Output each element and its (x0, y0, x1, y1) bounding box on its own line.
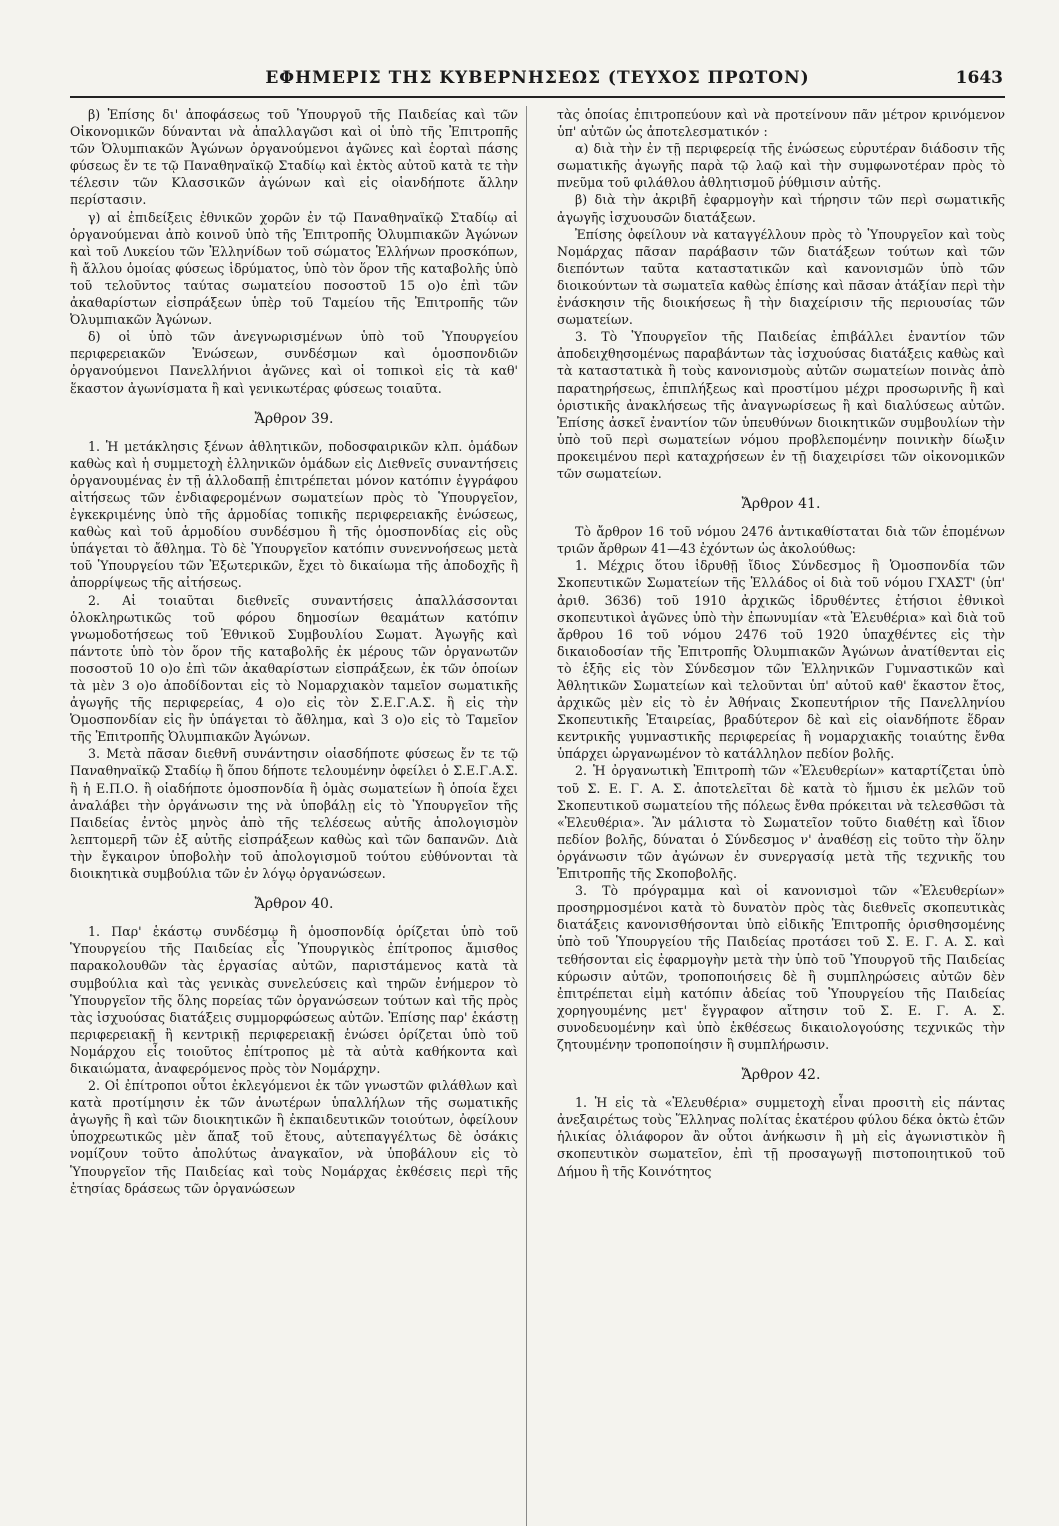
article-41-para-1: 1. Μέχρις ὅτου ἱδρυθῇ ἴδιος Σύνδεσμος ἢ Ὁμοσπονδία τῶν Σκοπευτικῶν Σωματείων τῆς Ἑλλάδος οἱ διὰ τοῦ νόμου ΓΧΑΣΤ' (ὑπ' ἀριθ. 3636) τοῦ 1910 ἀρχικῶς ἱδρυθέντες ἐτήσιοι ἐθνικοὶ σκοπευτικοὶ ἀγῶνες ὑπὸ τὴν ἐπωνυμίαν «τὰ Ἐλευθέρια» καὶ διὰ τοῦ ἄρθρου 16 τοῦ νόμου 2476 τοῦ 1920 ὑπαχθέντες εἰς τὴν δικαιοδοσίαν τῆς Ἐπιτροπῆς Ὀλυμπιακῶν Ἀγώνων ἀνατίθενται εἰς τὸ ἑξῆς εἰς τὸν Σύνδεσμον τῶν Ἑλληνικῶν Γυμναστικῶν καὶ Ἀθλητικῶν Σωματείων καὶ τελοῦνται ὑπ' αὐτοῦ καθ' ἕκαστον ἔτος, ἀρχικῶς μὲν εἰς τὸ ἐν Ἀθήναις Σκοπευτήριον τῆς Πανελληνίου Σκοπευτικῆς Ἑταιρείας, βραδύτερον δὲ καὶ εἰς οἱανδήποτε ἕδραν κεντρικῆς γυμναστικῆς περιφερείας ἢ νομαρχιακῆς τοιαύτης ἔνθα ὑπάρχει ὡργανωμένον τὸ κατάλληλον πεδίον βολῆς. (557, 558, 1005, 762)
article-42-heading: Ἄρθρον 42. (741, 1067, 821, 1084)
article-40-para-1: 1. Παρ' ἑκάστῳ συνδέσμῳ ἢ ὁμοσπονδίᾳ ὁρίζεται ὑπὸ τοῦ Ὑπουργείου τῆς Παιδείας εἷς Ὑπουργικὸς ἐπίτροπος ἄμισθος παρακολουθῶν τὰς ἐργασίας αὐτῶν, παριστάμενος κατὰ τὰ συμβούλια καὶ τὰς γενικὰς συνελεύσεις καὶ τηρῶν ἐνήμερον τὸ Ὑπουργεῖον τῆς ὅλης πορείας τῶν ὀργανώσεων τούτων καὶ τῆς πρὸς τὰς ἰσχυούσας διατάξεις συμμορφώσεως αὐτῶν. Ἐπίσης παρ' ἑκάστῃ περιφερειακῇ ἢ κεντρικῇ περιφερειακῇ ἑνώσει ὁρίζεται ὑπὸ τοῦ Νομάρχου εἷς τοιοῦτος ἐπίτροπος μὲ τὰ αὐτὰ καθήκοντα καὶ δικαιώματα, ἀναφερόμενος πρὸς τὸν Νομάρχην. (70, 924, 518, 1076)
gazette-title: ΕΦΗΜΕΡΙΣ ΤΗΣ ΚΥΒΕΡΝΗΣΕΩΣ (ΤΕΥΧΟΣ ΠΡΩΤΟΝ) (265, 68, 810, 88)
article-39-para-1: 1. Ἡ μετάκλησις ξένων ἀθλητικῶν, ποδοσφαιρικῶν κλπ. ὁμάδων καθὼς καὶ ἡ συμμετοχὴ ἑλληνικῶν ὁμάδων εἰς Διεθνεῖς συναντήσεις ὀργανουμένας ἐν τῇ ἀλλοδαπῇ ἐπιτρέπεται μόνον κατόπιν ἐγγράφου αἰτήσεως τῶν ἐνδιαφερομένων σωματείων πρὸς τὸ Ὑπουργεῖον, ἐγκεκριμένης ὑπὸ τῆς ἁρμοδίας τοπικῆς περιφερειακῆς ἑνώσεως, καθὼς καὶ τοῦ ἁρμοδίου συνδέσμου ἢ τῆς ὁμοσπονδίας εἰς οὓς ὑπάγεται τὸ ἄθλημα. Τὸ δὲ Ὑπουργεῖον κατόπιν συνεννοήσεως μετὰ τοῦ Ὑπουργείου τῶν Ἐξωτερικῶν, ἔχει τὸ δικαίωμα τῆς ἀποδοχῆς ἢ ἀπορρίψεως τῆς αἰτήσεως. (70, 438, 518, 591)
item-a: α) διὰ τὴν ἐν τῇ περιφερείᾳ τῆς ἑνώσεως εὐρυτέραν διάδοσιν τῆς σωματικῆς ἀγωγῆς παρὰ τῷ λαῷ καὶ τὴν συμφωνοτέραν πρὸς τὸ πνεῦμα τοῦ φιλάθλου ἀθλητισμοῦ ῥύθμισιν αὐτῆς. (557, 141, 1005, 191)
also-paragraph: Ἐπίσης ὀφείλουν νὰ καταγγέλλουν πρὸς τὸ Ὑπουργεῖον καὶ τοὺς Νομάρχας πᾶσαν παράβασιν τῶν διατάξεων τούτων καὶ τῶν διεπόντων ταῦτα καταστατικῶν καὶ κανονισμῶν ὑπὸ τῶν διοικούντων τὰ σωματεῖα καθὼς ἐπίσης καὶ πᾶσαν ἀτάξίαν περὶ τὴν ἐνάσκησιν τῆς διοικήσεως ἢ τὴν διαχείρισιν τῆς περιουσίας τῶν σωματείων. (557, 226, 1005, 328)
article-40-para-3: 3. Τὸ Ὑπουργεῖον τῆς Παιδείας ἐπιβάλλει ἐναντίον τῶν ἀποδειχθησομένως παραβάντων τὰς ἰσχυούσας διατάξεις καθὼς καὶ τὰ καταστατικὰ ἢ τοὺς κανονισμοὺς αὐτῶν σωματείων ποινὰς ἀπὸ παρατηρήσεως, ἐπιπλήξεως καὶ προστίμου μέχρι προσωρινῆς ἢ καὶ ὁριστικῆς ἀνακλήσεως τῆς ἀναγνωρίσεως ἢ καὶ διαλύσεως αὐτῶν. Ἐπίσης ἀσκεῖ ἐναντίον τῶν ὑπευθύνων διοικητικῶν συμβουλίων τὴν ὑπὸ τοῦ περὶ σωματείων νόμου προβλεπομένην ποινικὴν δίωξιν προκειμένου περὶ καταχρήσεων ἐν τῇ διαχειρίσει τῶν οἰκονομικῶν τῶν σωματείων. (557, 329, 1005, 481)
article-41-heading: Ἄρθρον 41. (741, 496, 821, 513)
column-divider (526, 106, 527, 1526)
right-column (557, 106, 1005, 1197)
paragraph-d: δ) οἱ ὑπὸ τῶν ἀνεγνωρισμένων ὑπὸ τοῦ Ὑπουργείου περιφερειακῶν Ἑνώσεων, συνδέσμων καὶ ὁμοσπονδιῶν ὀργανούμενοι Πανελλήνιοι ἀγῶνες καὶ οἱ τοπικοὶ εἰς τὰ καθ' ἕκαστον ἀγωνίσματα ἢ καὶ γενικωτέρας φύσεως τοιαῦτα. (70, 329, 518, 396)
article-39-para-3: 3. Μετὰ πᾶσαν διεθνῆ συνάντησιν οἱασδήποτε φύσεως ἔν τε τῷ Παναθηναϊκῷ Σταδίῳ ἢ ὅπου δήποτε τελουμένην ὀφείλει ὁ Σ.Ε.Γ.Α.Σ. ἢ ἡ Ε.Π.Ο. ἢ οἱαδήποτε ὁμοσπονδία ἢ ὁμὰς σωματείων ἢ ὁποία ἔχει ἀναλάβει τὴν ὀργάνωσιν της νὰ ὑποβάλῃ εἰς τὸ Ὑπουργεῖον τῆς Παιδείας ἐντὸς μηνὸς ἀπὸ τῆς τελέσεως αὐτῆς ἀπολογισμὸν λεπτομερῆ τῶν ἐξ αὐτῆς εἰσπράξεων καθὼς καὶ τῶν δαπανῶν. Διὰ τὴν ἔγκαιρον ὑποβολὴν τοῦ ἀπολογισμοῦ τούτου εὐθύνονται τὰ διοικητικὰ συμβούλια τῶν ἐν λόγῳ ὀργανώσεων. (70, 746, 518, 882)
article-40-heading: Ἄρθρον 40. (254, 896, 334, 913)
page-number: 1643 (955, 68, 1003, 88)
article-40-para-2: 2. Οἱ ἐπίτροποι οὗτοι ἐκλεγόμενοι ἐκ τῶν γνωστῶν φιλάθλων καὶ κατὰ προτίμησιν ἐκ τῶν ἀνωτέρων ὑπαλλήλων τῆς σωματικῆς ἀγωγῆς ἢ καὶ τῶν διοικητικῶν ἢ ἐκπαιδευτικῶν τοιούτων, ὀφείλουν ὑποχρεωτικῶς μὲν ἅπαξ τοῦ ἔτους, αὐτεπαγγέλτως δὲ ὁσάκις νομίζουν τοῦτο ἀπολύτως ἀναγκαῖον, νὰ ὑποβάλουν εἰς τὸ Ὑπουργεῖον τῆς Παιδείας καὶ τοὺς Νομάρχας ἐκθέσεις περὶ τῆς ἐτησίας δράσεως τῶν ὀργανώσεων (70, 1078, 518, 1196)
paragraph-c: γ) αἱ ἐπιδείξεις ἐθνικῶν χορῶν ἐν τῷ Παναθηναϊκῷ Σταδίῳ αἱ ὀργανούμεναι ἀπὸ κοινοῦ ὑπὸ τῆς Ἐπιτροπῆς Ὀλυμπιακῶν Ἀγώνων καὶ τοῦ Λυκείου τῶν Ἑλληνίδων τοῦ σώματος Ἑλλήνων προσκόπων, ἢ ἄλλου ὁμοίας φύσεως ἱδρύματος, ὑπὸ τὸν ὅρον τῆς καταβολῆς ὑπὸ τοῦ τελοῦντος ταύτας σωματείου ποσοστοῦ 15 ο)ο ἐπὶ τῶν ἀκαθαρίστων εἰσπράξεων ὑπὲρ τοῦ Ταμείου τῆς Ἐπιτροπῆς τῶν Ὀλυμπιακῶν Ἀγώνων. (70, 209, 518, 328)
article-41-para-2: 2. Ἡ ὀργανωτικὴ Ἐπιτροπὴ τῶν «Ἐλευθερίων» καταρτίζεται ὑπὸ τοῦ Σ. Ε. Γ. Α. Σ. ἀποτελεῖται δὲ κατὰ τὸ ἥμισυ ἐκ μελῶν τοῦ Σκοπευτικοῦ σωματείου τῆς πόλεως ἔνθα πρόκειται νὰ τελεσθῶσι τὰ «Ἐλευθέρια». Ἂν μάλιστα τὸ Σωματεῖον τοῦτο διαθέτῃ καὶ ἴδιον πεδίον βολῆς, δύναται ὁ Σύνδεσμος ν' ἀναθέσῃ εἰς τοῦτο τὴν ὅλην ὀργάνωσιν τῶν ἀγώνων ἐν συνεργασίᾳ μετὰ τῆς τεχνικῆς του Ἐπιτροπῆς τῆς Σκοποβολῆς. (557, 763, 1005, 882)
article-39-heading: Ἄρθρον 39. (254, 410, 334, 427)
text-columns (70, 106, 1005, 1197)
left-column (70, 106, 518, 1197)
article-41-intro: Τὸ ἄρθρον 16 τοῦ νόμου 2476 ἀντικαθίσταται διὰ τῶν ἑπομένων τριῶν ἄρθρων 41—43 ἐχόντων ὡς ἀκολούθως: (557, 524, 1005, 557)
paragraph-b: β) Ἐπίσης δι' ἀποφάσεως τοῦ Ὑπουργοῦ τῆς Παιδείας καὶ τῶν Οἰκονομικῶν δύνανται νὰ ἀπαλλαγῶσι καὶ οἱ ὑπὸ τῆς Ἐπιτροπῆς τῶν Ὀλυμπιακῶν Ἀγώνων ὀργανούμενοι ἀγῶνες καὶ ἑορταὶ πάσης φύσεως ἔν τε τῷ Παναθηναϊκῷ Σταδίῳ καὶ ἐκτὸς αὐτοῦ κατὰ τε τὴν τέλεσιν τῶν Κλασσικῶν ἀγώνων καὶ εἰς οἱανδήποτε ἄλλην περίστασιν. (70, 107, 518, 208)
page-header (70, 62, 1005, 98)
item-b: β) διὰ τὴν ἀκριβῆ ἐφαρμογὴν καὶ τήρησιν τῶν περὶ σωματικῆς ἀγωγῆς ἰσχυουσῶν διατάξεων. (557, 192, 1005, 225)
continuation-paragraph: τὰς ὁποίας ἐπιτροπεύουν καὶ νὰ προτείνουν πᾶν μέτρον κρινόμενον ὑπ' αὐτῶν ὡς ἀποτελεσματικόν : (557, 107, 1005, 140)
article-42-para-1: 1. Ἡ εἰς τὰ «Ἐλευθέρια» συμμετοχὴ εἶναι προσιτὴ εἰς πάντας ἀνεξαιρέτως τοὺς Ἕλληνας πολίτας ἑκατέρου φύλου δέκα ὀκτὼ ἐτῶν ἡλικίας ὁλιάφορον ἂν οὗτοι ἀνήκωσιν ἢ μὴ εἰς ἀγωνιστικὸν ἢ σκοπευτικὸν σωματεῖον, ἐπὶ τῇ προσαγωγῇ πιστοποιητικοῦ τοῦ Δήμου ἢ τῆς Κοινότητος (557, 1095, 1005, 1179)
article-39-para-2: 2. Αἱ τοιαῦται διεθνεῖς συναντήσεις ἀπαλλάσσονται ὁλοκληρωτικῶς τοῦ φόρου δημοσίων θεαμάτων κατόπιν γνωμοδοτήσεως τοῦ Ἐθνικοῦ Συμβουλίου Σωματ. Ἀγωγῆς καὶ πάντοτε ὑπὸ τὸν ὅρον τῆς καταβολῆς ἐκ μέρους τῶν ὀργανωτῶν ποσοστοῦ 10 ο)ο ἐπὶ τῶν ἀκαθαρίστων εἰσπράξεων, ἐκ τῶν ὁποίων τὰ μὲν 3 ο)ο ἀποδίδονται εἰς τὸ Νομαρχιακὸν ταμεῖον σωματικῆς ἀγωγῆς τῆς περιφερείας, 4 ο)ο εἰς τὸν Σ.Ε.Γ.Α.Σ. ἢ εἰς τὴν Ὁμοσπονδίαν εἰς ἣν ὑπάγεται τὸ ἄθλημα, καὶ 3 ο)ο εἰς τὸ Ταμεῖον τῆς Ἐπιτροπῆς Ὀλυμπιακῶν Ἀγώνων. (70, 592, 518, 745)
article-41-para-3: 3. Τὸ πρόγραμμα καὶ οἱ κανονισμοὶ τῶν «Ἐλευθερίων» προσηρμοσμένοι κατὰ τὸ δυνατὸν πρὸς τὰς διεθνεῖς σκοπευτικὰς διατάξεις κανονισθήσονται ὑπὸ εἰδικῆς Ἐπιτροπῆς ὁρισθησομένης ὑπὸ τοῦ Ὑπουργείου τῆς Παιδείας προτάσει τοῦ Σ. Ε. Γ. Α. Σ. καὶ τεθήσονται εἰς ἐφαρμογὴν μετὰ τὴν ὑπὸ τοῦ Ὑπουργοῦ τῆς Παιδείας κύρωσιν αὐτῶν, τροποποιήσεις δὲ ἢ συμπληρώσεις αὐτῶν δὲν ἐπιτρέπεται εἰμὴ κατόπιν ἀδείας τοῦ Ὑπουργείου τῆς Παιδείας χορηγουμένης μετ' ἔγγραφον αἴτησιν τοῦ Σ. Ε. Γ. Α. Σ. συνοδευομένην καὶ ὑπὸ ἐκθέσεως δικαιολογούσης τεχνικῶς τὴν ζητουμένην τροποποίησιν ἢ συμπλήρωσιν. (557, 883, 1005, 1052)
